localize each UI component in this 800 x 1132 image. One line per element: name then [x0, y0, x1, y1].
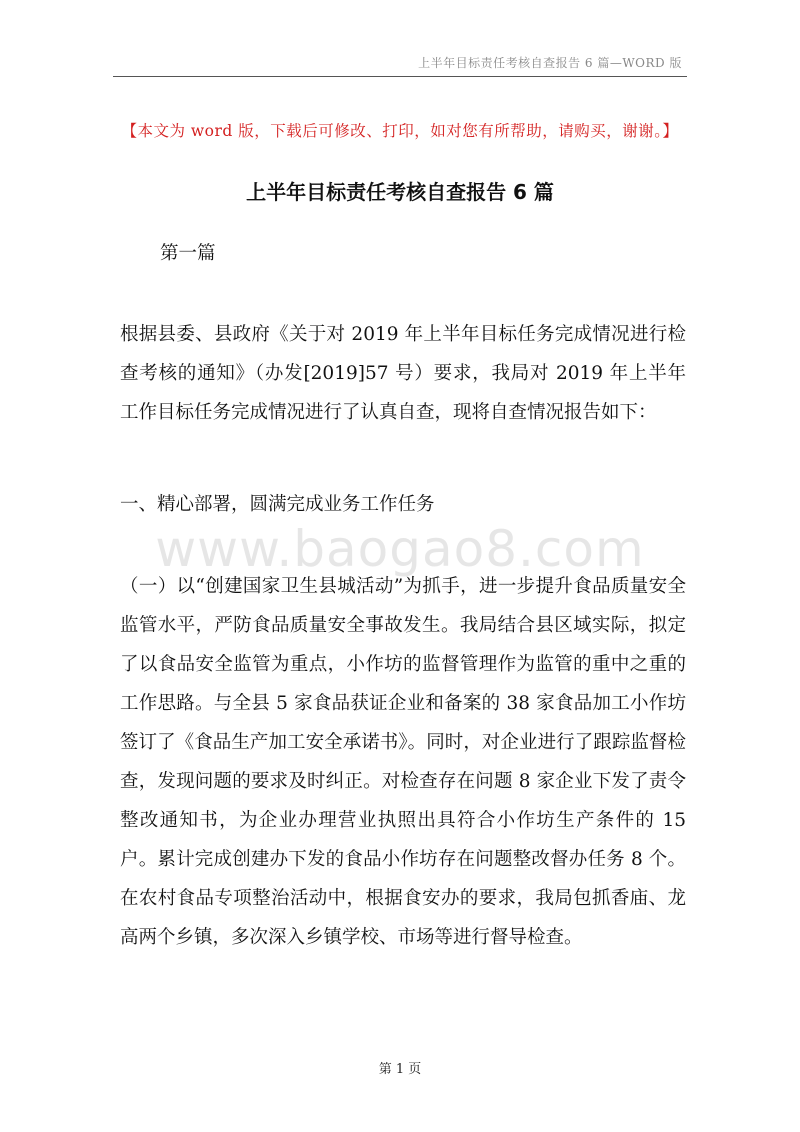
header-divider: [113, 76, 687, 77]
page-number: 第 1 页: [378, 1062, 422, 1077]
heading-1: 一、精心部署，圆满完成业务工作任务: [120, 494, 435, 515]
running-header: 上半年目标责任考核自查报告 6 篇—WORD 版: [418, 56, 682, 70]
purchase-notice: 【本文为 word 版，下载后可修改、打印，如对您有所帮助，请购买，谢谢。】: [121, 122, 679, 140]
intro-paragraph: 根据县委、县政府《关于对 2019 年上半年目标任务完成情况进行检查考核的通知》（办发[2019]57 号）要求，我局对 2019 年上半年工作目标任务完成情况进行了认真自查，现将自查情况报告如下：: [120, 324, 686, 423]
watermark-text: www.baogao8.com: [155, 520, 645, 578]
document-title: 上半年目标责任考核自查报告 6 篇: [246, 180, 554, 204]
section-label: 第一篇: [160, 243, 216, 264]
paragraph-1: （一）以“创建国家卫生县城活动”为抓手，进一步提升食品质量安全监管水平，严防食品质量安全事故发生。我局结合县区域实际，拟定了以食品安全监管为重点，小作坊的监督管理作为监管的重中之重的工作思路。与全县 5 家食品获证企业和备案的 38 家食品加工小作坊签订了《食品生产加工安全承诺书》。同时，对企业进行了跟踪监督检查，发现问题的要求及时纠正。对检查存在问题 8 家企业下发了责令整改通知书，为企业办理营业执照出具符合小作坊生产条件的 15 户。累计完成创建办下发的食品小作坊存在问题整改督办任务 8 个。在农村食品专项整治活动中，根据食安办的要求，我局包抓香庙、龙高两个乡镇，多次深入乡镇学校、市场等进行督导检查。: [120, 576, 686, 948]
